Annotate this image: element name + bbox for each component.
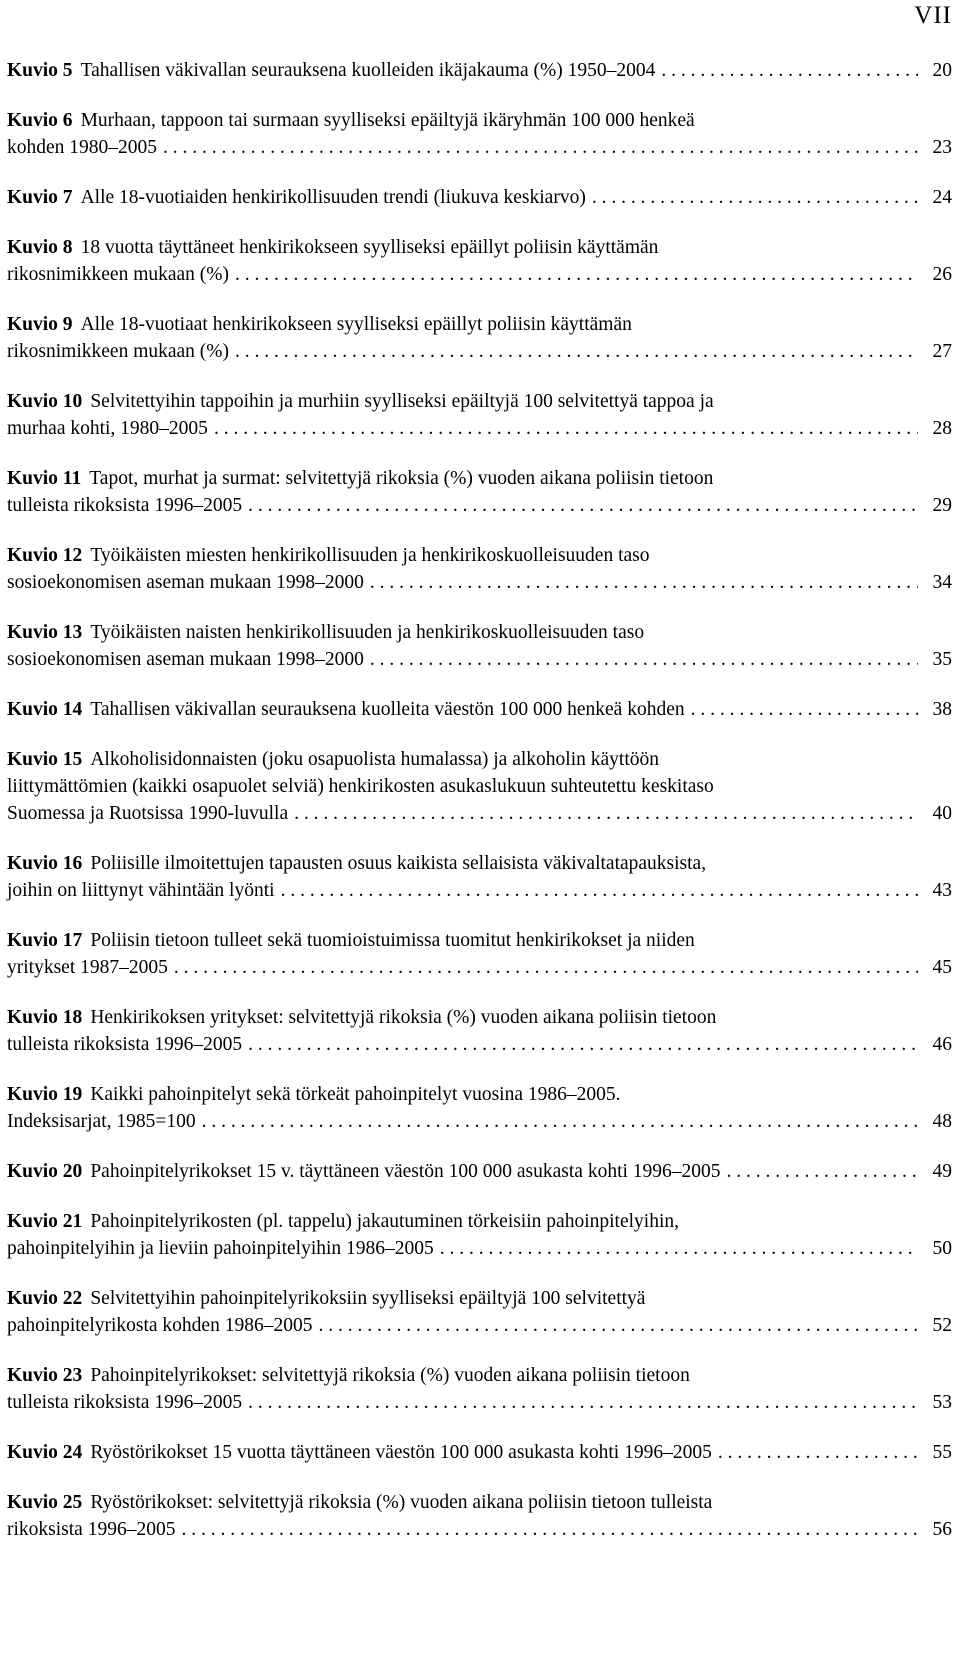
figure-title-text: joihin on liittynyt vähintään lyönti	[7, 880, 275, 901]
toc-entry-line	[7, 1489, 952, 1516]
toc-page-number[interactable]: 38	[932, 699, 952, 720]
toc-entry-line	[7, 465, 952, 492]
figure-title-text: Ryöstörikokset: selvitettyjä rikoksia (%) vuoden aikana poliisin tietoon tulleista	[90, 1492, 713, 1513]
toc-entry-last-line	[7, 1108, 952, 1135]
dot-leader	[592, 184, 918, 211]
toc-entry[interactable]	[7, 465, 952, 519]
figure-label: Kuvio 5	[7, 60, 73, 81]
figure-title-text: tulleista rikoksista 1996–2005	[7, 495, 243, 516]
toc-page-number[interactable]: 55	[932, 1442, 952, 1463]
figure-title-text: Tapot, murhat ja surmat: selvitettyjä rikoksia (%) vuoden aikana poliisin tietoon	[89, 468, 714, 489]
dot-leader	[235, 338, 918, 365]
toc-page-number[interactable]: 23	[932, 137, 952, 158]
toc-entry-last-line	[7, 134, 952, 161]
figure-title-text: sosioekonomisen aseman mukaan 1998–2000	[7, 572, 364, 593]
figure-title-text: Indeksisarjat, 1985=100	[7, 1111, 196, 1132]
toc-page-number[interactable]: 20	[932, 60, 952, 81]
figure-title-text: sosioekonomisen aseman mukaan 1998–2000	[7, 649, 364, 670]
toc-entry-last-line	[7, 1312, 952, 1339]
figure-title-text: yritykset 1987–2005	[7, 957, 168, 978]
dot-leader	[294, 800, 918, 827]
figure-label: Kuvio 14	[7, 699, 83, 720]
toc-page-number[interactable]: 46	[932, 1034, 952, 1055]
figure-title-text: Murhaan, tappoon tai surmaan syylliseksi epäiltyjä ikäryhmän 100 000 henkeä	[80, 110, 695, 131]
toc-entry[interactable]	[7, 57, 952, 84]
toc-entry[interactable]	[7, 184, 952, 211]
dot-leader	[691, 696, 918, 723]
toc-entry-line	[7, 773, 952, 800]
figure-title-text: Alkoholisidonnaisten (joku osapuolista humalassa) ja alkoholin käyttöön	[90, 749, 659, 770]
figure-title-text: Tahallisen väkivallan seurauksena kuolleiden ikäjakauma (%) 1950–2004	[80, 60, 656, 81]
toc-page-number[interactable]: 24	[932, 187, 952, 208]
toc-entry[interactable]	[7, 1208, 952, 1262]
toc-entry[interactable]	[7, 234, 952, 288]
figure-title-text: pahoinpitelyrikosta kohden 1986–2005	[7, 1315, 313, 1336]
figure-label: Kuvio 11	[7, 468, 82, 489]
figure-label: Kuvio 8	[7, 237, 73, 258]
figure-label: Kuvio 15	[7, 749, 83, 770]
figure-title-text: Selvitettyihin tappoihin ja murhiin syylliseksi epäiltyjä 100 selvitettyä tappoa ja	[90, 391, 714, 412]
toc-entry-last-line	[7, 1235, 952, 1262]
figure-label: Kuvio 25	[7, 1492, 83, 1513]
figure-label: Kuvio 13	[7, 622, 83, 643]
figure-title-text: Pahoinpitelyrikokset: selvitettyjä rikoksia (%) vuoden aikana poliisin tietoon	[90, 1365, 690, 1386]
figure-title-text: Alle 18-vuotiaat henkirikokseen syylliseksi epäillyt poliisin käyttämän	[80, 314, 632, 335]
toc-page-number[interactable]: 28	[932, 418, 952, 439]
toc-page-number[interactable]: 29	[932, 495, 952, 516]
dot-leader	[370, 569, 918, 596]
toc-entry-last-line	[7, 1516, 952, 1543]
toc-page-number[interactable]: 40	[932, 803, 952, 824]
figure-title-text: Kaikki pahoinpitelyt sekä törkeät pahoinpitelyt vuosina 1986–2005.	[90, 1084, 621, 1105]
toc-entry-last-line	[7, 877, 952, 904]
figure-label: Kuvio 17	[7, 930, 83, 951]
figure-title-text: Suomessa ja Ruotsissa 1990-luvulla	[7, 803, 289, 824]
figure-title-text: Alle 18-vuotiaiden henkirikollisuuden trendi (liukuva keskiarvo)	[80, 187, 586, 208]
figure-title-text: Pahoinpitelyrikosten (pl. tappelu) jakautuminen törkeisiin pahoinpitelyihin,	[90, 1211, 679, 1232]
toc-entry-line	[7, 746, 952, 773]
figure-title-text: Selvitettyihin pahoinpitelyrikoksiin syylliseksi epäiltyjä 100 selvitettyä	[90, 1288, 646, 1309]
toc-entry[interactable]	[7, 542, 952, 596]
toc-entry-line	[7, 542, 952, 569]
toc-page-number[interactable]: 50	[932, 1238, 952, 1259]
toc-entry[interactable]	[7, 1489, 952, 1543]
toc-entry-last-line	[7, 261, 952, 288]
toc-page-number[interactable]: 45	[932, 957, 952, 978]
figure-label: Kuvio 19	[7, 1084, 83, 1105]
toc-entry-last-line	[7, 800, 952, 827]
toc-entry[interactable]	[7, 1004, 952, 1058]
figure-title-text: tulleista rikoksista 1996–2005	[7, 1034, 243, 1055]
figure-title-text: Pahoinpitelyrikokset 15 v. täyttäneen väestön 100 000 asukasta kohti 1996–2005	[90, 1161, 721, 1182]
toc-entry-last-line	[7, 646, 952, 673]
toc-entry-last-line	[7, 492, 952, 519]
toc-entry[interactable]	[7, 388, 952, 442]
dot-leader	[181, 1516, 918, 1543]
figure-title-text: Tahallisen väkivallan seurauksena kuolleita väestön 100 000 henkeä kohden	[90, 699, 685, 720]
toc-entry-line	[7, 388, 952, 415]
figure-title-text: Poliisille ilmoitettujen tapausten osuus kaikista sellaisista väkivaltatapauksista,	[90, 853, 707, 874]
figure-label: Kuvio 9	[7, 314, 73, 335]
toc-page-number[interactable]: 53	[932, 1392, 952, 1413]
toc-entry-last-line	[7, 696, 952, 723]
toc-page-number[interactable]: 27	[932, 341, 952, 362]
toc-entry-last-line	[7, 1439, 952, 1466]
table-of-figures	[7, 57, 952, 1566]
toc-page-number[interactable]: 43	[932, 880, 952, 901]
toc-entry-line	[7, 1285, 952, 1312]
dot-leader	[727, 1158, 918, 1185]
figure-title-text: liittymättömien (kaikki osapuolet selviä) henkirikosten asukaslukuun suhteutettu keskitaso	[7, 776, 714, 797]
figure-title-text: Poliisin tietoon tulleet sekä tuomioistuimissa tuomitut henkirikokset ja niiden	[90, 930, 695, 951]
figure-label: Kuvio 16	[7, 853, 83, 874]
toc-page-number[interactable]: 35	[932, 649, 952, 670]
page-number: VII	[914, 2, 952, 29]
toc-entry[interactable]	[7, 850, 952, 904]
figure-title-text: Henkirikoksen yritykset: selvitettyjä rikoksia (%) vuoden aikana poliisin tietoon	[90, 1007, 717, 1028]
toc-entry-line	[7, 1208, 952, 1235]
dot-leader	[248, 1031, 918, 1058]
toc-entry-line	[7, 1004, 952, 1031]
toc-page-number[interactable]: 26	[932, 264, 952, 285]
toc-entry-last-line	[7, 338, 952, 365]
dot-leader	[318, 1312, 918, 1339]
toc-entry[interactable]	[7, 107, 952, 161]
toc-entry[interactable]	[7, 746, 952, 827]
figure-label: Kuvio 7	[7, 187, 73, 208]
figure-title-text: kohden 1980–2005	[7, 137, 158, 158]
toc-entry[interactable]	[7, 1362, 952, 1416]
toc-entry-last-line	[7, 954, 952, 981]
toc-entry-line	[7, 927, 952, 954]
toc-entry-line	[7, 1081, 952, 1108]
dot-leader	[248, 1389, 918, 1416]
toc-entry[interactable]	[7, 927, 952, 981]
dot-leader	[661, 57, 918, 84]
toc-page-number[interactable]: 34	[932, 572, 952, 593]
figure-title-text: Ryöstörikokset 15 vuotta täyttäneen väestön 100 000 asukasta kohti 1996–2005	[90, 1442, 712, 1463]
dot-leader	[235, 261, 918, 288]
toc-entry[interactable]	[7, 696, 952, 723]
dot-leader	[718, 1439, 918, 1466]
toc-entry-line	[7, 1362, 952, 1389]
toc-page-number[interactable]: 56	[932, 1519, 952, 1540]
dot-leader	[440, 1235, 918, 1262]
figure-title-text: pahoinpitelyihin ja lieviin pahoinpitelyihin 1986–2005	[7, 1238, 434, 1259]
figure-label: Kuvio 18	[7, 1007, 83, 1028]
dot-leader	[281, 877, 918, 904]
toc-page-number[interactable]: 48	[932, 1111, 952, 1132]
toc-entry[interactable]	[7, 1158, 952, 1185]
figure-label: Kuvio 20	[7, 1161, 83, 1182]
toc-entry-line	[7, 850, 952, 877]
figure-title-text: Työikäisten naisten henkirikollisuuden ja henkirikoskuolleisuuden taso	[90, 622, 645, 643]
toc-entry[interactable]	[7, 311, 952, 365]
toc-entry-last-line	[7, 57, 952, 84]
figure-title-text: rikosnimikkeen mukaan (%)	[7, 264, 230, 285]
toc-entry-line	[7, 311, 952, 338]
figure-label: Kuvio 10	[7, 391, 83, 412]
dot-leader	[370, 646, 918, 673]
toc-entry-last-line	[7, 1031, 952, 1058]
figure-label: Kuvio 24	[7, 1442, 83, 1463]
figure-label: Kuvio 22	[7, 1288, 83, 1309]
figure-title-text: tulleista rikoksista 1996–2005	[7, 1392, 243, 1413]
figure-title-text: rikoksista 1996–2005	[7, 1519, 176, 1540]
toc-page-number[interactable]: 52	[932, 1315, 952, 1336]
toc-page-number[interactable]: 49	[932, 1161, 952, 1182]
dot-leader	[163, 134, 918, 161]
toc-entry-last-line	[7, 415, 952, 442]
toc-entry-line	[7, 234, 952, 261]
figure-title-text: Työikäisten miesten henkirikollisuuden ja henkirikoskuolleisuuden taso	[90, 545, 650, 566]
toc-entry-last-line	[7, 1158, 952, 1185]
figure-title-text: rikosnimikkeen mukaan (%)	[7, 341, 230, 362]
toc-entry-last-line	[7, 184, 952, 211]
figure-label: Kuvio 23	[7, 1365, 83, 1386]
figure-title-text: 18 vuotta täyttäneet henkirikokseen syylliseksi epäillyt poliisin käyttämän	[80, 237, 659, 258]
toc-entry[interactable]	[7, 1081, 952, 1135]
dot-leader	[248, 492, 918, 519]
figure-title-text: murhaa kohti, 1980–2005	[7, 418, 208, 439]
figure-label: Kuvio 21	[7, 1211, 83, 1232]
dot-leader	[174, 954, 918, 981]
toc-entry[interactable]	[7, 1285, 952, 1339]
toc-entry[interactable]	[7, 619, 952, 673]
toc-entry-line	[7, 107, 952, 134]
toc-entry-last-line	[7, 569, 952, 596]
figure-label: Kuvio 6	[7, 110, 73, 131]
toc-entry[interactable]	[7, 1439, 952, 1466]
dot-leader	[214, 415, 918, 442]
figure-label: Kuvio 12	[7, 545, 83, 566]
dot-leader	[202, 1108, 918, 1135]
toc-entry-last-line	[7, 1389, 952, 1416]
toc-entry-line	[7, 619, 952, 646]
